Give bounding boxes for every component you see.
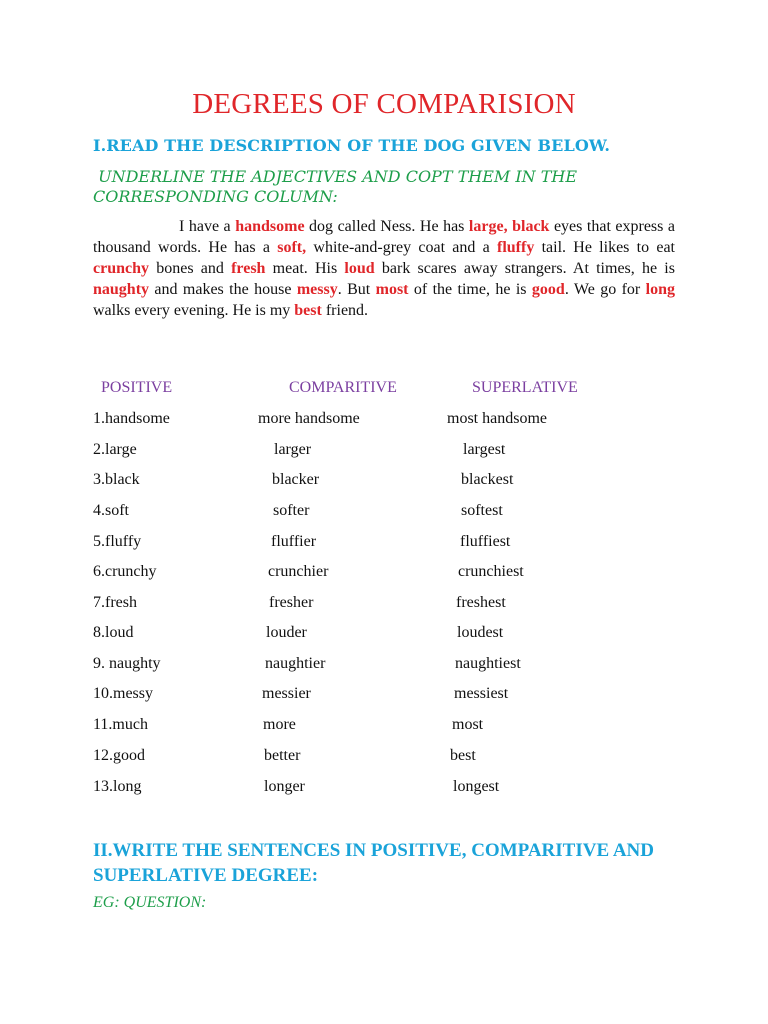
adjective-word: long [645,281,675,298]
table-row [0,685,768,709]
comparitive-cell: fluffier [271,533,317,550]
comparitive-cell: longer [264,778,305,795]
positive-cell: 11.much [93,716,148,733]
comparitive-cell: messier [262,685,311,702]
positive-cell: 6.crunchy [93,563,157,580]
paragraph-text: I have a [179,218,236,235]
comparitive-cell: better [264,747,301,764]
superlative-cell: best [450,747,476,764]
paragraph-text: friend. [321,302,369,319]
table-row [0,594,768,618]
adjective-word: large [468,218,504,235]
section-1-heading: I.READ THE DESCRIPTION OF THE DOG GIVEN BELOW. [93,136,611,155]
superlative-cell: blackest [461,471,514,488]
superlative-cell: loudest [457,624,504,641]
table-row [0,410,768,434]
table-row [0,624,768,648]
comparitive-cell: naughtier [265,655,326,672]
adjective-word: handsome [235,218,305,235]
paragraph-text: of the time, he is [408,281,532,298]
table-row [0,747,768,771]
superlative-cell: softest [461,502,503,519]
paragraph-text: . We go for [564,281,646,298]
positive-cell: 2.large [93,441,137,458]
dog-description-paragraph [93,216,675,321]
paragraph-text: and makes the house [149,281,297,298]
section-2-heading: II.WRITE THE SENTENCES IN POSITIVE, COMPARITIVE AND SUPERLATIVE DEGREE: [93,840,654,886]
paragraph-text: . But [337,281,376,298]
adjective-word: crunchy [93,260,149,277]
adjective-word: fresh [231,260,266,277]
adjective-word: loud [344,260,375,277]
positive-cell: 13.long [93,778,142,795]
adjective-word: soft, [277,239,307,256]
superlative-cell: most handsome [447,410,547,427]
superlative-cell: largest [463,441,506,458]
adjective-word: good [531,281,565,298]
table-row [0,563,768,587]
positive-cell: 5.fluffy [93,533,142,550]
superlative-cell: naughtiest [455,655,521,672]
comparitive-cell: crunchier [268,563,329,580]
table-row [0,502,768,526]
adjective-word: best [294,302,322,319]
superlative-cell: freshest [456,594,506,611]
comparitive-cell: louder [266,624,307,641]
column-header-positive: POSITIVE [101,379,173,396]
section-1-instruction: UNDERLINE THE ADJECTIVES AND COPT THEM IN THE CORRESPONDING COLUMN: [93,167,578,206]
paragraph-text: dog called Ness. He has [304,218,469,235]
paragraph-text: meat. His [265,260,345,277]
positive-cell: 1.handsome [93,410,170,427]
column-header-superlative: SUPERLATIVE [472,379,578,396]
superlative-cell: messiest [454,685,509,702]
page-title: DEGREES OF COMPARISION [192,88,576,120]
superlative-cell: crunchiest [458,563,524,580]
comparitive-cell: softer [273,502,310,519]
table-row [0,441,768,465]
adjective-word: messy [296,281,338,298]
positive-cell: 3.black [93,471,140,488]
positive-cell: 9. naughty [93,655,161,672]
positive-cell: 12.good [93,747,145,764]
positive-cell: 7.fresh [93,594,137,611]
adjective-word: naughty [93,281,150,298]
paragraph-text: bones and [149,260,232,277]
table-row [0,778,768,802]
comparitive-cell: more handsome [258,410,360,427]
example-label: EG: QUESTION: [93,894,207,911]
adjective-word: , [503,218,513,235]
adjective-word: fluffy [497,239,535,256]
comparitive-cell: blacker [272,471,320,488]
superlative-cell: longest [453,778,500,795]
paragraph-text: tail. He likes to eat [534,239,676,256]
table-row [0,655,768,679]
superlative-cell: most [452,716,484,733]
comparitive-cell: more [263,716,296,733]
table-row [0,471,768,495]
positive-cell: 8.loud [93,624,134,641]
comparitive-cell: larger [274,441,312,458]
table-row [0,716,768,740]
paragraph-text: white-and-grey coat and a [306,239,497,256]
comparitive-cell: fresher [269,594,314,611]
paragraph-text: bark scares away strangers. At times, he is [374,260,675,277]
positive-cell: 4.soft [93,502,129,519]
positive-cell: 10.messy [93,685,153,702]
adjective-word: most [375,281,409,298]
paragraph-text: eyes that express a thousand words. He has a [93,218,675,256]
adjective-word: black [512,218,550,235]
paragraph-text: walks every evening. He is my [93,302,295,319]
column-header-comparitive: COMPARITIVE [289,379,397,396]
superlative-cell: fluffiest [460,533,511,550]
table-row [0,533,768,557]
